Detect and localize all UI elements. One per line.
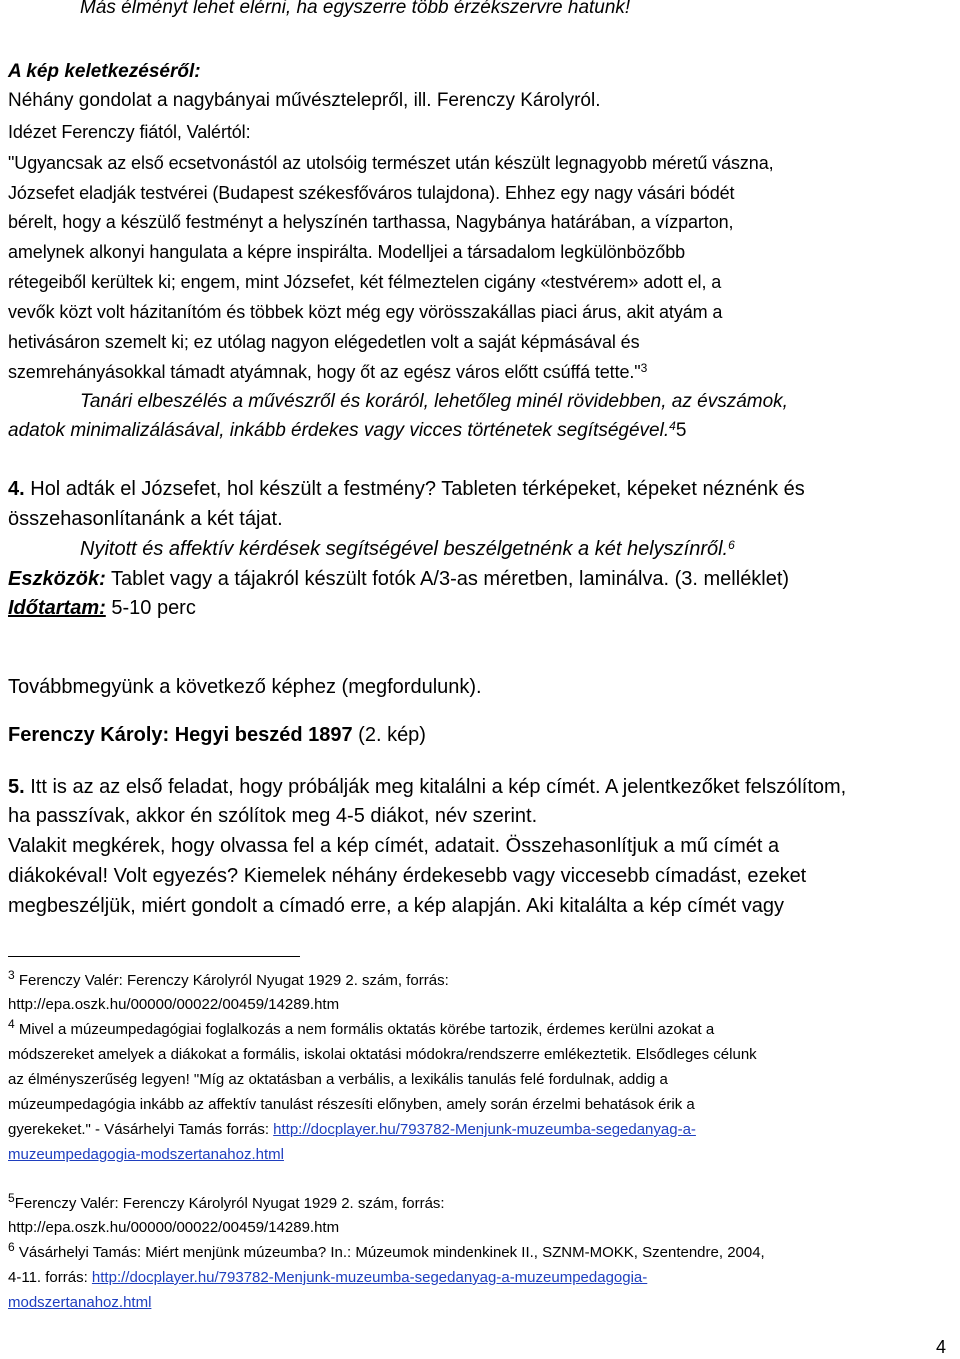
docplayer-link-cont[interactable]: modszertanahoz.html (8, 1294, 152, 1311)
footnote-4-line (8, 1145, 284, 1165)
tools-line: Eszközök: Tablet vagy a tájakról készült fotók A/3-as méretben, laminálva. (3. melléklet) (8, 568, 790, 590)
quote-line: amelynek alkonyi hangulata a képre inspirálta. Modelljei a társadalom legkülönbözőbb (8, 242, 686, 262)
numbered-paragraph: 5. Itt is az az első feladat, hogy próbálják meg kitalálni a kép címét. A jelentkezőket felszólítom, (8, 776, 847, 798)
text-line: Idézet Ferenczy fiától, Valértól: (8, 122, 251, 142)
footnote-5: $^5$Ferenczy Valér: Ferenczy Károlyról Nyugat 1929 2. szám, forrás: (8, 1191, 445, 1212)
quote-line: rétegeiből kerültek ki; engem, mint Józsefet, két félmeztelen cigány «testvérem» adott el, a (8, 272, 722, 292)
docplayer-link[interactable]: http://docplayer.hu/793782-Menjunk-muzeumba-segedanyag-a-muzeumpedagogia- (91, 1269, 648, 1286)
text-line: összehasonlítanánk a két tájat. (8, 508, 283, 530)
footnote-4-line: gyerekeket." - Vásárhelyi Tamás forrás: http://docplayer.hu/793782-Menjunk-muzeumba-segedanyag-a- (8, 1121, 696, 1138)
footnote-4-line: az élményszerűség legyen! "Míg az oktatásban a verbális, a lexikális tanulás felé fordulnak, addig a (8, 1071, 668, 1088)
footnote-6-line (8, 1293, 151, 1313)
docplayer-link[interactable]: http://docplayer.hu/793782-Menjunk-muzeumba-segedanyag-a- (273, 1121, 696, 1138)
quote-line: szemrehányásokkal támadt atyámnak, hogy őt az egész város előtt csúffá tette."$^3$ (8, 361, 648, 382)
footnote-6-line: 4-11. forrás: http://docplayer.hu/793782-Menjunk-muzeumba-segedanyag-a-muzeumpedagogia- (8, 1269, 648, 1286)
painting-title: Ferenczy Károly: Hegyi beszéd 1897 (2. kép) (8, 724, 426, 746)
italic-line: Tanári elbeszélés a művészről és koráról, lehetőleg minél rövidebben, az évszámok, (80, 391, 788, 412)
quote-line: Józsefet eladják testvérei (Budapest székesfőváros tulajdona). Ehhez egy nagy vásári bódét (8, 183, 735, 203)
docplayer-link-cont[interactable]: muzeumpedagogia-modszertanahoz.html (8, 1146, 284, 1163)
text-line: ha passzívak, akkor én szólítok meg 4-5 diákot, név szerint. (8, 805, 538, 827)
quote-line: vevők közt volt házitanítóm és többek közt még egy vörösszakállas piaci árus, akit atyám a (8, 302, 723, 322)
text-line: diákokéval! Volt egyezés? Kiemelek néhány érdekesebb vagy viccesebb címadást, ezeket (8, 865, 807, 887)
footnote-3-url: http://epa.oszk.hu/00000/00022/00459/14289.htm (8, 996, 340, 1013)
duration-line: Időtartam: 5-10 perc (8, 597, 196, 619)
italic-line: Nyitott és affektív kérdések segítségével beszélgetnénk a két helyszínről.$^6$ (80, 538, 735, 560)
footnote-4-line: módszereket amelyek a diákokat a formális, iskolai oktatási módokra/rendszerre emlékeztetik. Elsődleges célunk (8, 1046, 757, 1063)
page-number: 4 (936, 1337, 947, 1357)
footnote-separator (8, 956, 300, 957)
text-line: Továbbmegyünk a következő képhez (megfordulunk). (8, 676, 482, 698)
quote-line: bérelt, hogy a készülő festményt a helyszínén tarthassa, Nagybánya határában, a vízparton, (8, 212, 734, 232)
footnote-4-line: múzeumpedagógia inkább az affektív tanulást részesíti előnyben, amely során érzelmi behatások érik a (8, 1096, 695, 1113)
footnote-ref: 4 (669, 419, 676, 433)
footnote-5-url: http://epa.oszk.hu/00000/00022/00459/14289.htm (8, 1219, 340, 1236)
italic-line: adatok minimalizálásával, inkább érdekes vagy vicces történetek segítségével.$^4$5 (8, 419, 687, 441)
footnote-4: $^4$ Mivel a múzeumpedagógiai foglalkozás a nem formális oktatás körébe tartozik, érdemes kerülni azokat a (8, 1017, 715, 1038)
text-line: Néhány gondolat a nagybányai művésztelepről, ill. Ferenczy Károlyról. (8, 90, 601, 111)
footnote-ref: 3 (640, 361, 648, 375)
footnote-ref: 6 (728, 538, 735, 552)
numbered-paragraph: 4. Hol adták el Józsefet, hol készült a festmény? Tableten térképeket, képeket néznénk és (8, 478, 805, 500)
quote-line: "Ugyancsak az első ecsetvonástól az utolsóig természet után készült legnagyobb méretű vászna, (8, 153, 774, 173)
quote-line: hetivásáron szemelt ki; ez utólag nagyon elégedetlen volt a saját képmásával és (8, 332, 640, 352)
section-heading: A kép keletkezéséről: (8, 61, 201, 82)
intro-line: Más élményt lehet elérni, ha egyszerre több érzékszervre hatunk! (80, 0, 631, 18)
footnote-6: $^6$ Vásárhelyi Tamás: Miért menjünk múzeumba? In.: Múzeumok mindenkinek II., SZNM-MOKK, Szentendre, 2004, (8, 1240, 765, 1261)
footnote-3: $^3$ Ferenczy Valér: Ferenczy Károlyról Nyugat 1929 2. szám, forrás: (8, 968, 449, 989)
text-line: megbeszéljük, miért gondolt a címadó erre, a kép alapján. Aki kitalálta a kép címét vagy (8, 895, 784, 917)
text-line: Valakit megkérek, hogy olvassa fel a kép címét, adatait. Összehasonlítjuk a mű címét a (8, 835, 780, 857)
